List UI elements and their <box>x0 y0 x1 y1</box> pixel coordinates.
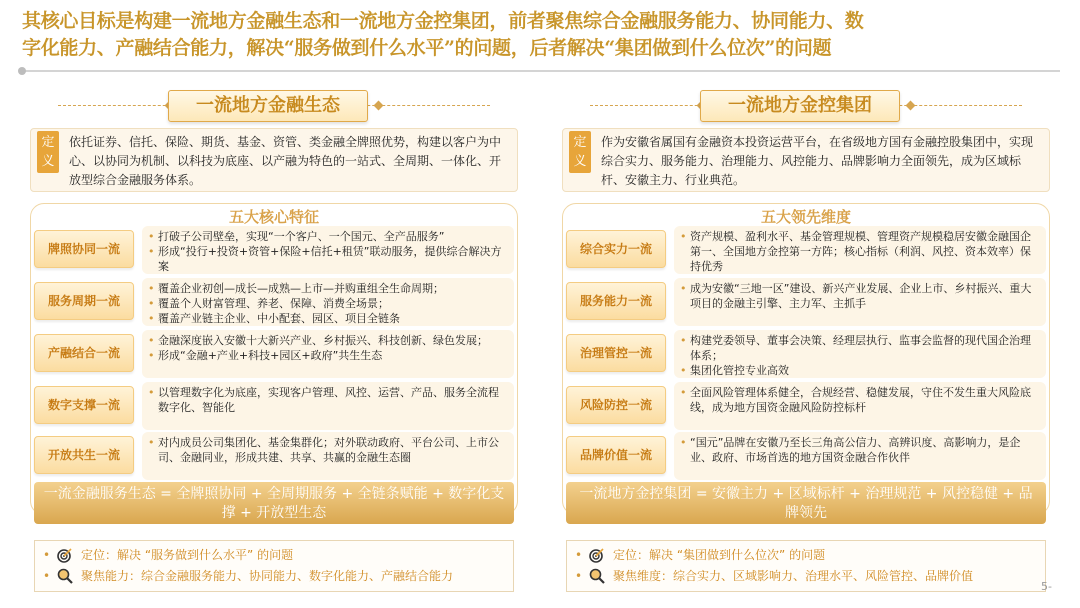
feature-label: 服务能力一流 <box>566 282 666 320</box>
summary-line <box>575 566 1041 586</box>
target-icon <box>57 547 73 563</box>
definition-badge: 定义 <box>569 131 591 173</box>
feature-content <box>142 330 514 378</box>
panel-holding-group <box>560 88 1052 600</box>
definition-text: 依托证券、信托、保险、期货、基金、资管、类金融全牌照优势，构建以客户为中心、以协同为机制、以科技为底座、以产融为特色的一站式、全周期、一体化、开放型综合金融服务体系。 <box>69 135 502 187</box>
divider <box>20 70 1060 72</box>
feature-content <box>674 278 1046 326</box>
focus-text: 聚焦维度：综合实力、区域影响力、治理水平、风险管控、品牌价值 <box>613 569 974 583</box>
positioning-text: 定位：解决 “集团做到什么位次” 的问题 <box>613 548 826 562</box>
definition-box <box>562 128 1050 192</box>
feature-bullet: • 形成“投行+投资+资管+保险+信托+租赁”联动服务，提供综合解决方案 <box>158 244 506 274</box>
summary-line <box>43 545 509 565</box>
feature-content <box>142 382 514 430</box>
feature-label: 品牌价值一流 <box>566 436 666 474</box>
feature-bullet: • 成为安徽“三地一区”建设、新兴产业发展、企业上市、乡村振兴、重大项目的金融主引擎、主力军、主抓手 <box>690 281 1038 311</box>
feature-bullet: • 金融深度嵌入安徽十大新兴产业、乡村振兴、科技创新、绿色发展； <box>158 333 506 348</box>
positioning-text: 定位：解决 “服务做到什么水平” 的问题 <box>81 548 294 562</box>
feature-bullet: • 覆盖企业初创—成长—成熟—上市—并购重组全生命周期； <box>158 281 506 296</box>
feature-bullet: • 覆盖个人财富管理、养老、保障、消费全场景； <box>158 296 506 311</box>
feature-row <box>34 226 514 273</box>
definition-badge: 定义 <box>37 131 59 173</box>
feature-label: 风险防控一流 <box>566 386 666 424</box>
feature-row <box>566 432 1046 476</box>
magnifier-icon <box>589 568 605 584</box>
definition-box <box>30 128 518 192</box>
feature-row <box>34 330 514 374</box>
feature-bullet: • “国元”品牌在安徽乃至长三角高公信力、高辨识度、高影响力，是企业、政府、市场首选的地方国资金融合作伙伴 <box>690 435 1038 465</box>
feature-bullet: • 资产规模、盈利水平、基金管理规模、管理资产规模稳居安徽金融国企第一、全国地方金控第一方阵；核心指标（利润、风控、资本效率）保持优秀 <box>690 229 1038 274</box>
feature-row <box>34 382 514 426</box>
feature-label: 服务周期一流 <box>34 282 134 320</box>
feature-content <box>674 330 1046 378</box>
feature-content <box>142 278 514 326</box>
feature-bullet: • 打破子公司壁垒，实现“一个客户、一个国元、全产品服务” <box>158 229 506 244</box>
feature-label: 综合实力一流 <box>566 230 666 268</box>
feature-bullet: • 覆盖产业链主企业、中小配套、园区、项目全链条 <box>158 311 506 326</box>
feature-row <box>34 432 514 476</box>
feature-content <box>674 382 1046 430</box>
feature-bullet: • 全面风险管理体系健全，合规经营、稳健发展，守住不发生重大风险底线，成为地方国资金融风险防控标杆 <box>690 385 1038 415</box>
magnifier-icon <box>57 568 73 584</box>
features-title: 五大领先维度 <box>760 208 851 226</box>
feature-content <box>674 432 1046 480</box>
panel-financial-ecosystem <box>28 88 520 600</box>
feature-label: 牌照协同一流 <box>34 230 134 268</box>
headline-line-2: 字化能力、产融结合能力，解决“服务做到什么水平”的问题，后者解决“集团做到什么位次”的问题 <box>22 37 832 59</box>
summary-line <box>575 545 1041 565</box>
feature-label: 产融结合一流 <box>34 334 134 372</box>
feature-row <box>566 382 1046 426</box>
feature-content <box>142 432 514 480</box>
feature-label: 治理管控一流 <box>566 334 666 372</box>
feature-label: 开放共生一流 <box>34 436 134 474</box>
definition-text: 作为安徽省属国有金融资本投资运营平台，在省级地方国有金融控股集团中，实现综合实力、服务能力、治理能力、风控能力、品牌影响力全面领先，成为区域标杆、安徽主力、行业典范。 <box>601 135 1034 187</box>
headline <box>22 8 1062 62</box>
feature-bullet: • 形成“金融+产业+科技+园区+政府”共生生态 <box>158 348 506 363</box>
features-title: 五大核心特征 <box>228 208 319 226</box>
divider-dot <box>18 67 26 75</box>
headline-line-1: 其核心目标是构建一流地方金融生态和一流地方金控集团，前者聚焦综合金融服务能力、协同能力、数 <box>22 10 864 32</box>
feature-row <box>566 330 1046 377</box>
bullet-dot: • <box>575 548 583 562</box>
bullet-dot: • <box>575 569 583 583</box>
feature-row <box>34 278 514 325</box>
feature-bullet: • 对内成员公司集团化、基金集群化；对外联动政府、平台公司、上市公司、金融同业，形成共建、共享、共赢的金融生态圈 <box>158 435 506 465</box>
summary-box <box>34 540 514 592</box>
panel-title: 一流地方金控集团 <box>700 90 900 122</box>
page-number: 5- <box>1041 580 1052 593</box>
feature-bullet: • 构建党委领导、董事会决策、经理层执行、监事会监督的现代国企治理体系； <box>690 333 1038 363</box>
formula-banner: 一流地方金控集团 = 安徽主力 + 区域标杆 + 治理规范 + 风控稳健 + 品牌领先 <box>566 482 1046 524</box>
feature-row <box>566 226 1046 273</box>
feature-content <box>142 226 514 274</box>
formula-banner: 一流金融服务生态 = 全牌照协同 + 全周期服务 + 全链条赋能 + 数字化支撑 + 开放型生态 <box>34 482 514 524</box>
summary-box <box>566 540 1046 592</box>
feature-label: 数字支撑一流 <box>34 386 134 424</box>
feature-bullet: • 集团化管控专业高效 <box>690 363 1038 378</box>
panel-title: 一流地方金融生态 <box>168 90 368 122</box>
feature-row <box>566 278 1046 322</box>
feature-content <box>674 226 1046 274</box>
summary-line <box>43 566 509 586</box>
target-icon <box>589 547 605 563</box>
bullet-dot: • <box>43 569 51 583</box>
bullet-dot: • <box>43 548 51 562</box>
focus-text: 聚焦能力：综合金融服务能力、协同能力、数字化能力、产融结合能力 <box>81 569 454 583</box>
feature-bullet: • 以管理数字化为底座，实现客户管理、风控、运营、产品、服务全流程数字化、智能化 <box>158 385 506 415</box>
